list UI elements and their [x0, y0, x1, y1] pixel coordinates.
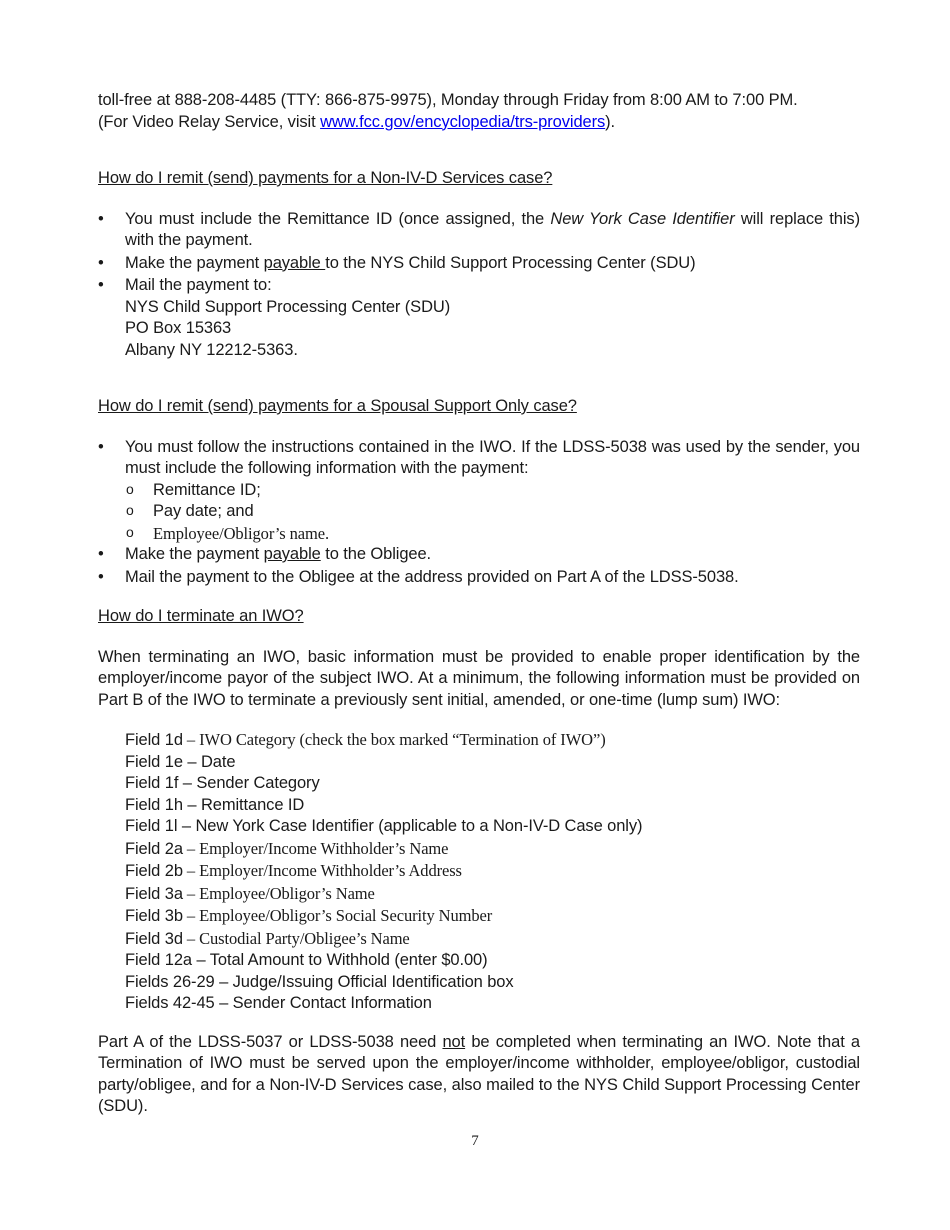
field-description: Sender Category	[196, 774, 320, 792]
field-label: Field 3a	[125, 884, 183, 903]
field-label: Field 3b	[125, 907, 183, 925]
field-dash: –	[182, 906, 200, 925]
field-dash: –	[182, 838, 200, 858]
new-york-case-identifier-term: New York Case Identifier	[550, 209, 735, 228]
spousal-bullet3-text: Mail the payment to the Obligee at the address provided on Part A of the LDSS-5038.	[125, 567, 739, 586]
spousal-bullet-mail	[98, 567, 860, 589]
sub-item-obligor-name: o Employee/Obligor’s name.	[125, 523, 860, 545]
non-ivd-heading-text: How do I remit (send) payments for a Non-IV-D Services case?	[98, 169, 553, 187]
field-dash: –	[214, 994, 233, 1012]
field-description: Remittance ID	[200, 795, 305, 814]
page-number: 7	[471, 1133, 479, 1149]
field-label: Field 1f	[125, 774, 179, 792]
sub-item-remittance-id: o Remittance ID;	[125, 480, 860, 502]
spousal-bullet1-text: You must follow the instructions contained in the IWO. If the LDSS-5038 was used by the sender, you must include the following information with the payment:	[125, 437, 860, 477]
field-dash: –	[182, 928, 200, 948]
field-description: Judge/Issuing Official Identification box	[232, 972, 514, 991]
field-dash: –	[191, 951, 210, 969]
field-description: Sender Contact Information	[232, 994, 432, 1012]
spousal-heading-text: How do I remit (send) payments for a Spousal Support Only case?	[98, 397, 577, 415]
document-page	[98, 90, 860, 1118]
closing-suffix: be completed when terminating an IWO. Note that a Termination of IWO must be served upon the employer/income withholder, employee/obligor, custodial party/obligee, and for a Non-IV-D Services case, also mailed to the NYS Child Support Processing Center (SDU).	[98, 1032, 860, 1115]
field-description: IWO Category (check the box marked “Termination of IWO”)	[199, 730, 606, 749]
spousal-bullet2-suffix: to the Obligee.	[320, 545, 432, 563]
field-label: Fields 42-45	[125, 994, 215, 1012]
address-line-1: NYS Child Support Processing Center (SDU)	[125, 297, 451, 316]
spousal-bullet-payable	[98, 544, 860, 566]
terminate-heading	[98, 606, 860, 628]
intro-paragraph	[98, 90, 860, 133]
field-label: Field 1h	[125, 795, 183, 814]
field-label: Field 2a	[125, 839, 183, 858]
field-dash: –	[214, 972, 233, 991]
not-underlined: not	[442, 1032, 466, 1051]
field-dash: –	[177, 817, 196, 835]
field-dash: –	[182, 883, 200, 903]
field-label: Field 3d	[125, 929, 183, 948]
field-dash: –	[182, 861, 200, 880]
non-ivd-bullet-payable	[98, 253, 860, 275]
spousal-payable-underlined: payable	[263, 545, 321, 563]
field-item	[125, 883, 860, 906]
field-description: Employee/Obligor’s Social Security Number	[199, 906, 493, 925]
field-item	[125, 838, 860, 861]
field-item	[125, 993, 860, 1015]
field-item	[125, 928, 860, 951]
spousal-bullet-list	[98, 437, 860, 589]
address-line-2: PO Box 15363	[125, 319, 232, 337]
field-item	[125, 950, 860, 972]
non-ivd-bullet2-prefix: Make the payment	[125, 253, 264, 272]
fcc-trs-link[interactable]: www.fcc.gov/encyclopedia/trs-providers	[320, 112, 606, 131]
field-description: Employer/Income Withholder’s Address	[199, 861, 462, 880]
field-label: Fields 26-29	[125, 972, 215, 991]
field-label: Field 2b	[125, 862, 183, 880]
field-description: Employer/Income Withholder’s Name	[199, 838, 449, 858]
sub-item-pay-date: o Pay date; and	[125, 501, 860, 523]
field-dash: –	[182, 752, 201, 771]
terminate-heading-text: How do I terminate an IWO?	[98, 607, 304, 625]
address-line-3: Albany NY 12212-5363.	[125, 340, 298, 359]
field-item	[125, 752, 860, 774]
terminate-closing-paragraph	[98, 1032, 860, 1118]
non-ivd-bullet-remittance	[98, 209, 860, 252]
field-label: Field 12a	[125, 951, 192, 969]
field-description: Date	[200, 752, 236, 771]
field-dash: –	[178, 774, 197, 792]
spousal-heading	[98, 396, 860, 418]
field-dash: –	[182, 795, 201, 814]
non-ivd-heading	[98, 168, 860, 190]
spousal-bullet2-prefix: Make the payment	[125, 545, 264, 563]
field-item	[125, 729, 860, 752]
field-description: Total Amount to Withhold (enter $0.00)	[209, 951, 488, 969]
payable-underlined: payable	[263, 253, 326, 272]
field-label: Field 1e	[125, 752, 183, 771]
field-item	[125, 816, 860, 838]
field-label: Field 1d	[125, 731, 183, 749]
field-dash: –	[182, 730, 200, 749]
field-item	[125, 905, 860, 928]
intro-line-2-suffix: ).	[605, 112, 616, 131]
field-label: Field 1l	[125, 817, 178, 835]
field-description: New York Case Identifier (applicable to a Non-IV-D Case only)	[195, 817, 643, 835]
spousal-sub-list	[125, 480, 860, 545]
field-item	[125, 773, 860, 795]
non-ivd-bullet-mail	[98, 275, 860, 361]
field-description: Employee/Obligor’s Name	[199, 883, 375, 903]
intro-line-2-prefix: (For Video Relay Service, visit	[98, 112, 321, 131]
closing-prefix: Part A of the LDSS-5037 or LDSS-5038 need	[98, 1032, 443, 1051]
terminate-paragraph: When terminating an IWO, basic information must be provided to enable proper identification by the employer/income payor of the subject IWO. At a minimum, the following information must be provided on Part B of the IWO to terminate a previously sent initial, amended, or one-time (lump sum) IWO:	[98, 647, 860, 709]
field-description: Custodial Party/Obligee’s Name	[199, 928, 410, 948]
field-item	[125, 972, 860, 994]
intro-line-1: toll-free at 888-208-4485 (TTY: 866-875-9975), Monday through Friday from 8:00 AM to 7:00 PM.	[98, 91, 798, 109]
non-ivd-bullet-list	[98, 209, 860, 362]
termination-fields-list	[98, 729, 860, 1015]
mail-payment-label: Mail the payment to:	[125, 276, 272, 294]
field-item	[125, 795, 860, 817]
field-item	[125, 860, 860, 883]
non-ivd-bullet1-prefix: You must include the Remittance ID (once assigned, the	[125, 209, 551, 228]
non-ivd-bullet1-suffix: will replace this) with the payment.	[125, 209, 860, 249]
non-ivd-bullet2-suffix: to the NYS Child Support Processing Center (SDU)	[325, 253, 696, 272]
spousal-bullet-instructions	[98, 437, 860, 545]
